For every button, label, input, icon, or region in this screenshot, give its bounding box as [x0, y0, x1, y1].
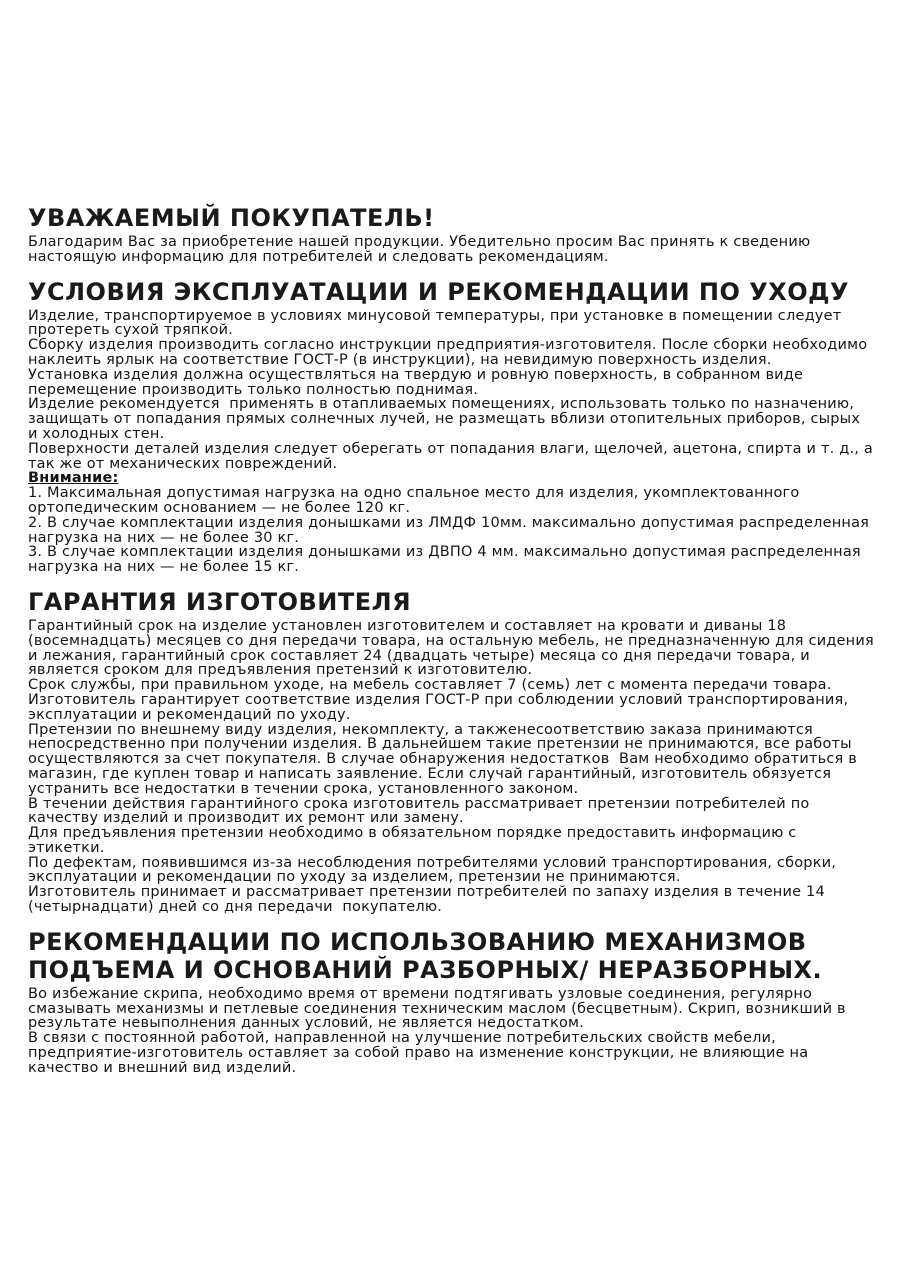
- section-mechanisms: [28, 928, 874, 1076]
- usage-care-paragraph: Сборку изделия производить согласно инструкции предприятия-изготовителя. После сборки необходимо наклеить ярлык на соответствие ГОСТ-Р (в инструкции), на невидимую поверхность изделия.: [28, 337, 873, 368]
- section-usage-care: [28, 277, 878, 576]
- warranty-paragraph: По дефектам, появившимся из-за несоблюдения потребителями условий транспортирования, сборки, эксплуатации и рекомендации по уходу за изделием, претензии не принимаются.: [28, 854, 841, 886]
- attention-label: Внимание:: [28, 470, 119, 487]
- usage-care-paragraph: Изделие, транспортируемое в условиях минусовой температуры, при установке в помещении следует протереть сухой тряпкой.: [28, 307, 847, 339]
- attention-item: 1. Максимальная допустимая нагрузка на одно спальное место для изделия, укомплектованного ортопедическим основанием — не более 120 кг.: [28, 485, 805, 516]
- mechanisms-heading: РЕКОМЕНДАЦИИ ПО ИСПОЛЬЗОВАНИЮ МЕХАНИЗМОВ ПОДЪЕМА И ОСНОВАНИЙ РАЗБОРНЫХ/ НЕРАЗБОРНЫХ.: [28, 927, 823, 984]
- warranty-paragraph: Претензии по внешнему виду изделия, некомплекту, а такженесоответствию заказа принимаются непосредственно при получении изделия. В дальнейшем такие претензии не принимаются, все работы осуществляются за счет покупателя. В случае обнаружения недостатков Вам необходимо обратиться в магазин, где куплен товар и написать заявление. Если случай гарантийный, изготовитель обязуется устранить все недостатки в течении срока, установленного законом.: [28, 721, 862, 797]
- warranty-paragraph: Изготовитель принимает и рассматривает претензии потребителей по запаху изделия в течение 14 (четырнадцати) дней со дня передачи покупателю.: [28, 884, 830, 916]
- attention-item: 3. В случае комплектации изделия донышками из ДВПО 4 мм. максимально допустимая распределенная нагрузка на них — не более 15 кг.: [28, 544, 866, 576]
- warranty-paragraph: Гарантийный срок на изделие установлен изготовителем и составляет на кровати и диваны 18 (восемнадцать) месяцев со дня передачи товара, на остальную мебель, не предназначенную для сидения и лежания, гарантийный срок составляет 24 (двадцать четыре) месяца со дня передачи товара, и является сроком для предъявления претензий к изготовителю.: [28, 617, 879, 679]
- document-page: [28, 0, 879, 1076]
- mechanisms-paragraph: В связи с постоянной работой, направленной на улучшение потребительских свойств мебели, предприятие-изготовитель оставляет за собой право на изменение конструкции, не влияющие на качество и внешний вид изделий.: [28, 1030, 814, 1076]
- usage-care-paragraph: Поверхности деталей изделия следует оберегать от попадания влаги, щелочей, ацетона, спирта и т. д., а так же от механических повреждений.: [28, 440, 878, 472]
- warranty-paragraph: В течении действия гарантийного срока изготовитель рассматривает претензии потребителей по качеству изделий и производит их ремонт или замену.: [28, 795, 815, 827]
- warranty-paragraph: Изготовитель гарантирует соответствие изделия ГОСТ-Р при соблюдении условий транспортирования, эксплуатации и рекомендаций по уходу.: [28, 691, 854, 723]
- usage-care-paragraph: Установка изделия должна осуществляться на твердую и ровную поверхность, в собранном виде перемещение производить только полностью поднимая.: [28, 366, 808, 398]
- greeting-heading: УВАЖАЕМЫЙ ПОКУПАТЕЛЬ!: [28, 204, 435, 232]
- warranty-heading: ГАРАНТИЯ ИЗГОТОВИТЕЛЯ: [28, 587, 412, 616]
- section-warranty: [28, 587, 879, 916]
- greeting-paragraph: Благодарим Вас за приобретение нашей продукции. Убедительно просим Вас принять к сведению настоящую информацию для потребителей и следовать рекомендациям.: [28, 234, 816, 265]
- mechanisms-paragraph: Во избежание скрипа, необходимо время от времени подтягивать узловые соединения, регулярно смазывать механизмы и петлевые соединения техническим маслом (бесцветным). Скрип, возникший в результате невыполнения данных условий, не является недостатком.: [28, 985, 851, 1032]
- usage-care-heading: УСЛОВИЯ ЭКСПЛУАТАЦИИ И РЕКОМЕНДАЦИИ ПО УХОДУ: [28, 277, 850, 306]
- usage-care-paragraph: Изделие рекомендуется применять в отапливаемых помещениях, использовать только по назначению, защищать от попадания прямых солнечных лучей, не размещать вблизи отопительных приборов, сырых и холодных стен.: [28, 396, 865, 442]
- section-greeting: [28, 204, 874, 265]
- warranty-paragraph: Для предъявления претензии необходимо в обязательном порядке предоставить информацию с этикетки.: [28, 825, 802, 856]
- warranty-paragraph: Срок службы, при правильном уходе, на мебель составляет 7 (семь) лет с момента передачи товара.: [28, 677, 832, 694]
- attention-item: 2. В случае комплектации изделия донышками из ЛМДФ 10мм. максимально допустимая распределенная нагрузка на них — не более 30 кг.: [28, 514, 874, 546]
